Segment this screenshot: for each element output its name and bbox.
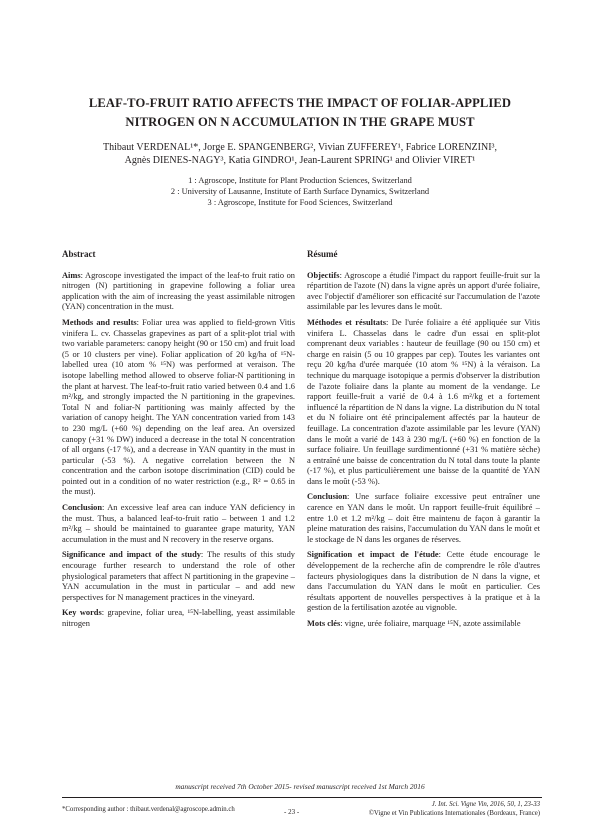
- resume-motscles: [307, 619, 540, 630]
- signification-text: : Cette étude encourage le développement de la recherche afin de comprendre le rôle d'autres facteurs physiologiques dans la distribution de N dans la vigne, et dans l'accumulation du YAN dans le moût en particulier. Ces résultats apportent de nouvelles perspectives à la pratique et à la gestion de la fertilisation azotée au vignoble.: [307, 550, 540, 613]
- affiliation-1: 1 : Agroscope, Institute for Plant Production Sciences, Switzerland: [188, 176, 412, 185]
- affiliation-3: 3 : Agroscope, Institute for Food Sciences, Switzerland: [207, 198, 393, 207]
- resume-conclusion-text: : Une surface foliaire excessive peut entraîner une carence en YAN dans le moût. Un rapport feuille-fruit équilibré – entre 1.0 et 1.2 m²/kg – doit être maintenu de façon à garantir la pleine maturation des raisins, l'accumulation du YAN dans le moût et le stockage de N dans les organes de réserves.: [307, 492, 540, 544]
- abstract-column: [62, 249, 295, 635]
- objectifs-text: : Agroscope a étudié l'impact du rapport feuille-fruit sur la répartition de l'azote (N) dans la vigne après un apport d'urée foliaire, avec l'objectif d'améliorer son efficacité sur l'accumulation de l'azote assimilable par les levures dans le moût.: [307, 270, 540, 312]
- page-number: - 23 -: [284, 808, 300, 816]
- keywords-label: Key words: [62, 608, 102, 618]
- methodes-text: : De l'urée foliaire a été appliquée sur Vitis vinifera L. Chasselas dans le cadre d'un essai en split-plot comprenant deux variables : hauteur de feuillage (90 ou 150 cm) et charge en raisin (5 ou 10 grappes par cep). Toutes les variantes ont reçu 20 kg/ha d'urée marquée (10 atom % ¹⁵N) à la véraison. La technique du marquage isotopique a permis d'observer la distribution de l'azote foliaire dans la plante au moment de la vendange. Le rapport feuille-fruit a varié de 0.4 à 1.6 m²/kg et a fortement influencé la répartition de N dans la vigne. La distribution du N total et du N foliaire ont été principalement affectés par la hauteur de feuillage. La concentration d'azote assimilable par les levure (YAN) dans le moût a varié de 143 à 230 mg/L (+60 %) en fonction de la surface foliaire. Un feuillage surdimentionné (+31 % matière sèche) a entraîné une baisse de concentration du N total dans toute la plante (-17 %), et plus particulièrement une baisse de la quantité de YAN dans le moût (-53 %).: [307, 317, 540, 486]
- keywords-text: : grapevine, foliar urea, ¹⁵N-labelling, yeast assimilable nitrogen: [62, 608, 295, 628]
- abstract-keywords: [62, 608, 295, 629]
- resume-objectifs: [307, 271, 540, 313]
- methods-text: : Foliar urea was applied to field-grown Vitis vinifera L. cv. Chasselas grapevines as part of a split-plot trial with two variable parameters: canopy height (90 or 150 cm) and fruit load (5 or 10 clusters per vine). Foliar application of 20 kg/ha of ¹⁵N-labelled urea (10 atom % ¹⁵N) was performed at veraison. The isotope labelling method allowed to observe foliar-N partitioning in the plant at harvest. The leaf-to-fruit ratio varied between 0.4 and 1.6 m²/kg, and strongly impacted the N partitioning in the grapevines. Total N and foliar-N partitioning was mainly affected by the variation of canopy height. The YAN concentration varied from 143 to 230 mg/L (+60 %) depending on the leaf area. An oversized canopy (+31 % DW) induced a decrease in the total N concentration of all organs (-17 %), and a decrease in YAN quantity in the must in particular (-53 %). A negative correlation between the N concentration and the carbon isotope discrimination (CID) could be pointed out in a condition of no water restriction (e.g., R² = 0.65 in the must).: [62, 317, 295, 497]
- methodes-label: Méthodes et résultats: [307, 317, 386, 327]
- resume-heading: Résumé: [307, 249, 338, 259]
- abstract-conclusion: [62, 503, 295, 545]
- signification-label: Signification et impact de l'étude: [307, 550, 439, 560]
- copyright-notice: ©Vigne et Vin Publications Internationales (Bordeaux, France): [368, 810, 540, 817]
- resume-column: [307, 249, 540, 635]
- resume-signification: [307, 550, 540, 614]
- journal-citation: [369, 800, 540, 818]
- abstract-heading: Abstract: [62, 249, 96, 259]
- footer-divider: [62, 797, 542, 798]
- affiliation-2: 2 : University of Lausanne, Institute of Earth Surface Dynamics, Switzerland: [170, 187, 430, 196]
- resume-conclusion: [307, 492, 540, 545]
- authors-line-2: Agnès DIENES-NAGY³, Katia GINDRO¹, Jean-Laurent SPRING¹ and Olivier VIRET¹: [124, 154, 476, 166]
- objectifs-label: Objectifs: [307, 270, 340, 280]
- abstract-significance: [62, 550, 295, 603]
- abstract-methods: [62, 318, 295, 498]
- resume-conclusion-label: Conclusion: [307, 492, 348, 502]
- motscles-label: Mots clés: [307, 619, 341, 628]
- paper-title: [40, 94, 560, 132]
- aims-label: Aims: [62, 270, 81, 280]
- title-line-2: NITROGEN ON N ACCUMULATION IN THE GRAPE MUST: [125, 115, 475, 129]
- authors-line-1: Thibaut VERDENAL¹*, Jorge E. SPANGENBERG², Vivian ZUFFEREY¹, Fabrice LORENZINI³,: [102, 142, 498, 153]
- conclusion-text: : An excessive leaf area can induce YAN deficiency in the must. Thus, a balanced leaf-to-fruit ratio – between 1 and 1.2 m²/kg – should be maintained to guarantee grape maturity, YAN accumulation in the must and N recovery in the reserve organs.: [62, 503, 295, 544]
- abstract-aims: [62, 271, 295, 313]
- significance-text: : The results of this study encourage further research to understand the role of other physiological parameters that affect N partitioning in the grapevine – YAN accumulation in the must in particular – and add new perspectives for N management practices in the vineyard.: [62, 550, 295, 602]
- journal-reference: J. Int. Sci. Vigne Vin, 2016, 50, 1, 23-33: [431, 801, 540, 808]
- title-line-1: LEAF-TO-FRUIT RATIO AFFECTS THE IMPACT OF FOLIAR-APPLIED: [88, 96, 512, 110]
- significance-label: Significance and impact of the study: [62, 550, 201, 560]
- manuscript-dates: manuscript received 7th October 2015- revised manuscript received 1st March 2016: [175, 782, 425, 791]
- aims-text: : Agroscope investigated the impact of the leaf-to fruit ratio on nitrogen (N) partitioning in grapevine following a foliar urea application with the aim of increasing the yeast assimilable nitrogen (YAN) concentration in the must.: [62, 270, 295, 312]
- methods-label: Methods and results: [62, 317, 137, 327]
- motscles-text: : vigne, urée foliaire, marquage ¹⁵N, azote assimilable: [340, 619, 521, 628]
- conclusion-label: Conclusion: [62, 503, 103, 513]
- affiliations: [60, 175, 540, 208]
- corresponding-author: *Corresponding author : thibaut.verdenal@agroscope.admin.ch: [62, 806, 235, 813]
- resume-methodes: [307, 318, 540, 488]
- authors: [60, 142, 540, 167]
